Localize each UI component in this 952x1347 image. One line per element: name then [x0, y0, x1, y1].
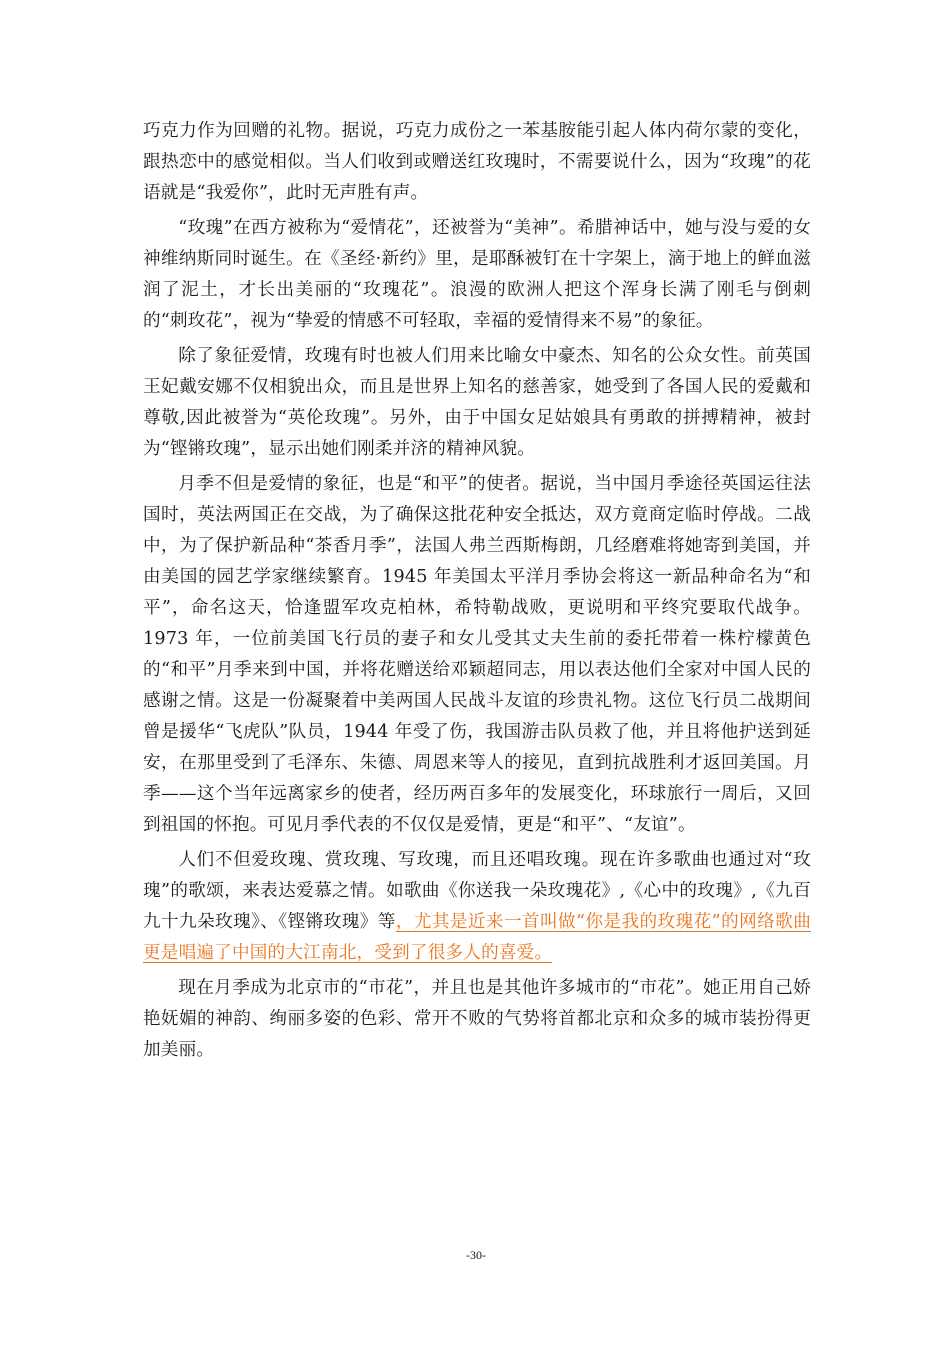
paragraph-rose-songs	[143, 845, 811, 969]
paragraph-city-flower: 现在月季成为北京市的“市花”，并且也是其他许多城市的“市花”。她正用自己娇艳妩媚的神韵、绚丽多姿的色彩、常开不败的气势将首都北京和众多的城市装扮得更加美丽。	[143, 978, 811, 1060]
body-text	[143, 116, 811, 1066]
paragraph-rose-heroines: 除了象征爱情，玫瑰有时也被人们用来比喻女中豪杰、知名的公众女性。前英国王妃戴安娜不仅相貌出众，而且是世界上知名的慈善家，她受到了各国人民的爱戴和尊敬,因此被誉为“英伦玫瑰”。另外，由于中国女足姑娘具有勇敢的拼搏精神，被封为“铿锵玫瑰”，显示出她们刚柔并济的精神风貌。	[143, 346, 811, 459]
page-number: -30-	[466, 1248, 486, 1262]
paragraph-continuation: 巧克力作为回赠的礼物。据说，巧克力成份之一苯基胺能引起人体内荷尔蒙的变化，跟热恋中的感觉相似。当人们收到或赠送红玫瑰时，不需要说什么，因为“玫瑰”的花语就是“我爱你”，此时无声胜有声。	[143, 121, 811, 203]
paragraph-peace-rose: 月季不但是爱情的象征，也是“和平”的使者。据说，当中国月季途径英国运往法国时，英法两国正在交战，为了确保这批花种安全抵达，双方竟商定临时停战。二战中，为了保护新品种“茶香月季”，法国人弗兰西斯梅朗，几经磨难将她寄到美国，并由美国的园艺学家继续繁育。1945 年美国太平洋月季协会将这一新品种命名为“和平”，命名这天，恰逢盟军攻克柏林，希特勒战败，更说明和平终究要取代战争。1973 年，一位前美国飞行员的妻子和女儿受其丈夫生前的委托带着一株柠檬黄色的“和平”月季来到中国，并将花赠送给邓颖超同志，用以表达他们全家对中国人民的感谢之情。这是一份凝聚着中美两国人民战斗友谊的珍贵礼物。这位飞行员二战期间曾是援华“飞虎队”队员，1944 年受了伤，我国游击队员救了他，并且将他护送到延安，在那里受到了毛泽东、朱德、周恩来等人的接见，直到抗战胜利才返回美国。月季——这个当年远离家乡的使者，经历两百多年的发展变化，环球旅行一周后，又回到祖国的怀抱。可见月季代表的不仅仅是爱情，更是“和平”、“友谊”。	[143, 474, 811, 835]
paragraph-rose-west: “玫瑰”在西方被称为“爱情花”，还被誉为“美神”。希腊神话中，她与没与爱的女神维纳斯同时诞生。在《圣经·新约》里，是耶酥被钉在十字架上，滴于地上的鲜血滋润了泥土，才长出美丽的“玫瑰花”。浪漫的欧洲人把这个浑身长满了刚毛与倒刺的“刺玫花”，视为“挚爱的情感不可轻取，幸福的爱情得来不易”的象征。	[143, 218, 811, 331]
tracked-change-insertion: ，尤其是近来一首叫做“你是我的玫瑰花”的网络歌曲更是唱遍了中国的大江南北，受到了很多人的喜爱。	[143, 912, 811, 963]
paragraph-rose-songs-text: 人们不但爱玫瑰、赏玫瑰、写玫瑰，而且还唱玫瑰。现在许多歌曲也通过对“玫瑰”的歌颂，来表达爱慕之情。如歌曲《你送我一朵玫瑰花》,《心中的玫瑰》,《九百九十九朵玫瑰》、《铿锵玫瑰》等	[143, 850, 811, 932]
